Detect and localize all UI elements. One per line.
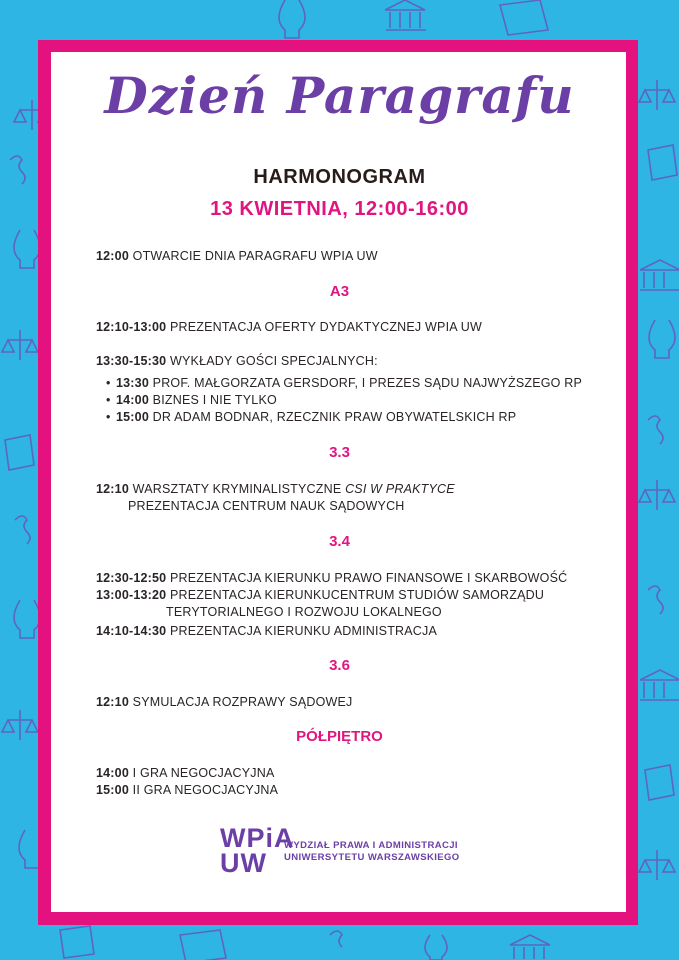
schedule-entry (96, 783, 278, 797)
courthouse-icon (385, 0, 426, 30)
schedule-entry (96, 695, 353, 709)
entry-text: PREZENTACJA KIERUNKUCENTRUM STUDIÓW SAMORZĄDU (170, 588, 545, 602)
entry-time: 12:30-12:50 (96, 571, 167, 585)
schedule-heading: HARMONOGRAM (253, 166, 426, 188)
schedule-entry-continuation: TERYTORIALNEGO I ROZWOJU LOKALNEGO (166, 605, 442, 619)
schedule-subentry (116, 393, 277, 407)
scales-icon (639, 480, 675, 510)
entry-text: PROF. MAŁGORZATA GERSDORF, I PREZES SĄDU NAJWYŻSZEGO RP (152, 376, 583, 390)
room-heading: 3.3 (329, 444, 350, 461)
faculty-name (284, 840, 460, 864)
paragraph-icon (330, 931, 342, 947)
entry-time: 15:00 (116, 410, 149, 424)
entry-text: WYKŁADY GOŚCI SPECJALNYCH: (170, 354, 378, 368)
entry-text: II GRA NEGOCJACYJNA (132, 783, 279, 797)
faculty-name-line: UNIWERSYTETU WARSZAWSKIEGO (284, 852, 460, 863)
entry-time: 14:10-14:30 (96, 624, 167, 638)
schedule-subentry (116, 376, 582, 390)
entry-text: I GRA NEGOCJACYJNA (132, 766, 275, 780)
logo-mark-line: UW (220, 848, 267, 878)
courthouse-icon (510, 935, 550, 959)
entry-time: 12:00 (96, 249, 129, 263)
entry-time: 15:00 (96, 783, 129, 797)
scales-icon (2, 330, 38, 360)
room-heading: 3.4 (329, 533, 350, 550)
lightbulb-icon (14, 230, 40, 268)
scales-icon (639, 850, 675, 880)
book-icon (645, 765, 674, 800)
lightbulb-icon (14, 600, 40, 638)
paragraph-icon (648, 416, 663, 444)
entry-text: PREZENTACJA KIERUNKU ADMINISTRACJA (170, 624, 438, 638)
schedule-entry (96, 320, 482, 334)
entry-text: OTWARCIE DNIA PARAGRAFU WPIA UW (132, 249, 378, 263)
courthouse-icon (640, 670, 679, 700)
paragraph-icon (648, 586, 663, 614)
schedule-entry (96, 571, 567, 585)
date-line: 13 KWIETNIA, 12:00-16:00 (210, 198, 469, 220)
entry-time: 13:30 (116, 376, 149, 390)
entry-text: PREZENTACJA OFERTY DYDAKTYCZNEJ WPIA UW (170, 320, 483, 334)
entry-text: SYMULACJA ROZPRAWY SĄDOWEJ (132, 695, 353, 709)
entry-time: 12:10 (96, 695, 129, 709)
book-icon (180, 930, 226, 960)
lightbulb-icon (425, 935, 447, 960)
schedule-entry (96, 766, 275, 780)
schedule-entry-continuation: PREZENTACJA CENTRUM NAUK SĄDOWYCH (128, 499, 405, 513)
entry-text: BIZNES I NIE TYLKO (152, 393, 277, 407)
entry-emphasis: CSI W PRAKTYCE (345, 482, 455, 496)
room-heading: A3 (329, 283, 350, 300)
room-heading: PÓŁPIĘTRO (296, 728, 383, 745)
schedule-entry (96, 482, 455, 496)
entry-time: 12:10-13:00 (96, 320, 167, 334)
schedule-entry (96, 588, 544, 602)
entry-time: 14:00 (116, 393, 149, 407)
entry-time: 14:00 (96, 766, 129, 780)
room-heading: 3.6 (329, 657, 350, 674)
schedule-entry (96, 624, 437, 638)
schedule-subentry (116, 410, 516, 424)
schedule-entry (96, 354, 378, 368)
entry-text: DR ADAM BODNAR, RZECZNIK PRAW OBYWATELSKICH RP (152, 410, 517, 424)
schedule-entry (96, 249, 378, 263)
entry-time: 13:00-13:20 (96, 588, 167, 602)
lightbulb-icon (279, 0, 305, 38)
lightbulb-icon (649, 320, 675, 358)
entry-text: PREZENTACJA KIERUNKU PRAWO FINANSOWE I SKARBOWOŚĆ (170, 571, 568, 585)
entry-time: 12:10 (96, 482, 129, 496)
event-title: Dzień Paragrafu (104, 66, 575, 125)
entry-time: 13:30-15:30 (96, 354, 167, 368)
book-icon (500, 0, 548, 35)
entry-text: WARSZTATY KRYMINALISTYCZNE (132, 482, 342, 496)
logo-mark-line: WPiA (220, 823, 295, 853)
book-icon (60, 926, 94, 958)
faculty-name-line: WYDZIAŁ PRAWA I ADMINISTRACJI (284, 840, 458, 851)
